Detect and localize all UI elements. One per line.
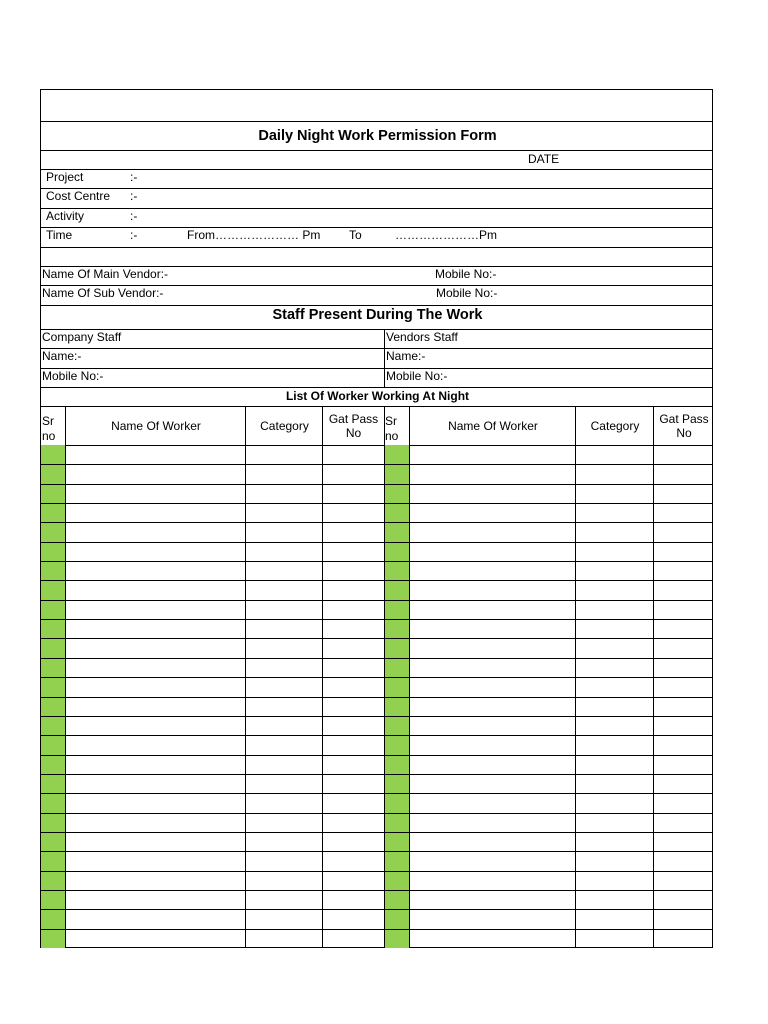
staff-divider — [384, 329, 385, 387]
table-row-divider — [41, 774, 712, 775]
main-vendor-label: Name Of Main Vendor:- — [42, 267, 169, 281]
table-row-divider — [41, 793, 712, 794]
gatpass-header-right-line1: Gat Pass — [659, 412, 709, 426]
table-row-divider — [41, 909, 712, 910]
time-label: Time — [46, 228, 73, 242]
sr-header-right-line2: no — [385, 429, 399, 443]
name-header-right — [410, 407, 576, 445]
gatpass-header-left-line2: No — [345, 426, 362, 440]
table-row-divider — [41, 522, 712, 523]
divider — [41, 305, 712, 306]
table-row-divider — [41, 503, 712, 504]
sub-vendor-mobile-label: Mobile No:- — [436, 286, 498, 300]
divider — [41, 150, 712, 151]
divider — [41, 329, 712, 330]
company-staff-name-label: Name:- — [42, 349, 82, 363]
table-row-divider — [41, 929, 712, 930]
main-vendor-mobile-label: Mobile No:- — [435, 267, 497, 281]
divider — [41, 348, 712, 349]
name-header-right-text: Name Of Worker — [448, 419, 538, 433]
sr-header-left-line1: Sr — [42, 414, 54, 428]
time-from: From………………… Pm — [187, 228, 321, 242]
vendors-staff-mobile-label: Mobile No:- — [386, 369, 448, 383]
divider — [41, 208, 712, 209]
night-work-permission-form — [40, 89, 713, 948]
category-header-left-text: Category — [260, 419, 309, 433]
time-to-label: To — [349, 228, 362, 242]
sr-header-left-line2: no — [42, 429, 56, 443]
divider — [41, 169, 712, 170]
company-staff-mobile-label: Mobile No:- — [42, 369, 104, 383]
table-row-divider — [41, 851, 712, 852]
table-row-divider — [41, 600, 712, 601]
table-row-divider — [41, 832, 712, 833]
gatpass-header-right — [654, 407, 714, 445]
name-header-left — [66, 407, 246, 445]
time-to-value: …………………Pm — [395, 228, 497, 242]
table-row-divider — [41, 658, 712, 659]
gatpass-header-right-line2: No — [676, 426, 692, 440]
divider — [41, 387, 712, 388]
category-header-left — [246, 407, 323, 445]
gatpass-header-left — [323, 407, 384, 445]
table-row-divider — [41, 580, 712, 581]
vendors-staff-name-label: Name:- — [386, 349, 426, 363]
table-row-divider — [41, 697, 712, 698]
divider — [41, 445, 712, 446]
table-row-divider — [41, 464, 712, 465]
vendors-staff-label: Vendors Staff — [386, 330, 458, 344]
staff-heading: Staff Present During The Work — [272, 307, 483, 323]
divider — [41, 368, 712, 369]
table-row-divider — [41, 735, 712, 736]
table-row-divider — [41, 542, 712, 543]
divider — [41, 227, 712, 228]
workers-heading: List Of Worker Working At Night — [285, 389, 470, 403]
name-header-left-text: Name Of Worker — [111, 419, 201, 433]
table-row-divider — [41, 677, 712, 678]
table-row-divider — [41, 716, 712, 717]
table-row-divider — [41, 561, 712, 562]
activity-label: Activity — [46, 209, 85, 223]
project-separator: :- — [130, 170, 138, 184]
table-row-divider — [41, 755, 712, 756]
time-separator: :- — [130, 228, 138, 242]
date-label: DATE — [528, 152, 560, 166]
cost-centre-label: Cost Centre — [46, 189, 111, 203]
company-staff-label: Company Staff — [42, 330, 122, 344]
sub-vendor-label: Name Of Sub Vendor:- — [42, 286, 164, 300]
divider — [41, 121, 712, 122]
table-row-divider — [41, 890, 712, 891]
activity-separator: :- — [130, 209, 138, 223]
category-header-right-text: Category — [590, 419, 640, 433]
cost-centre-separator: :- — [130, 189, 138, 203]
table-row-divider — [41, 813, 712, 814]
table-row-divider — [41, 871, 712, 872]
table-row-divider — [41, 484, 712, 485]
gatpass-header-left-line1: Gat Pass — [328, 412, 379, 426]
table-row-divider — [41, 638, 712, 639]
divider — [41, 188, 712, 189]
sr-header-right-line1: Sr — [385, 414, 397, 428]
category-header-right — [576, 407, 654, 445]
project-label: Project — [46, 170, 84, 184]
table-row-divider — [41, 619, 712, 620]
form-title: Daily Night Work Permission Form — [258, 128, 497, 144]
divider — [41, 247, 712, 248]
